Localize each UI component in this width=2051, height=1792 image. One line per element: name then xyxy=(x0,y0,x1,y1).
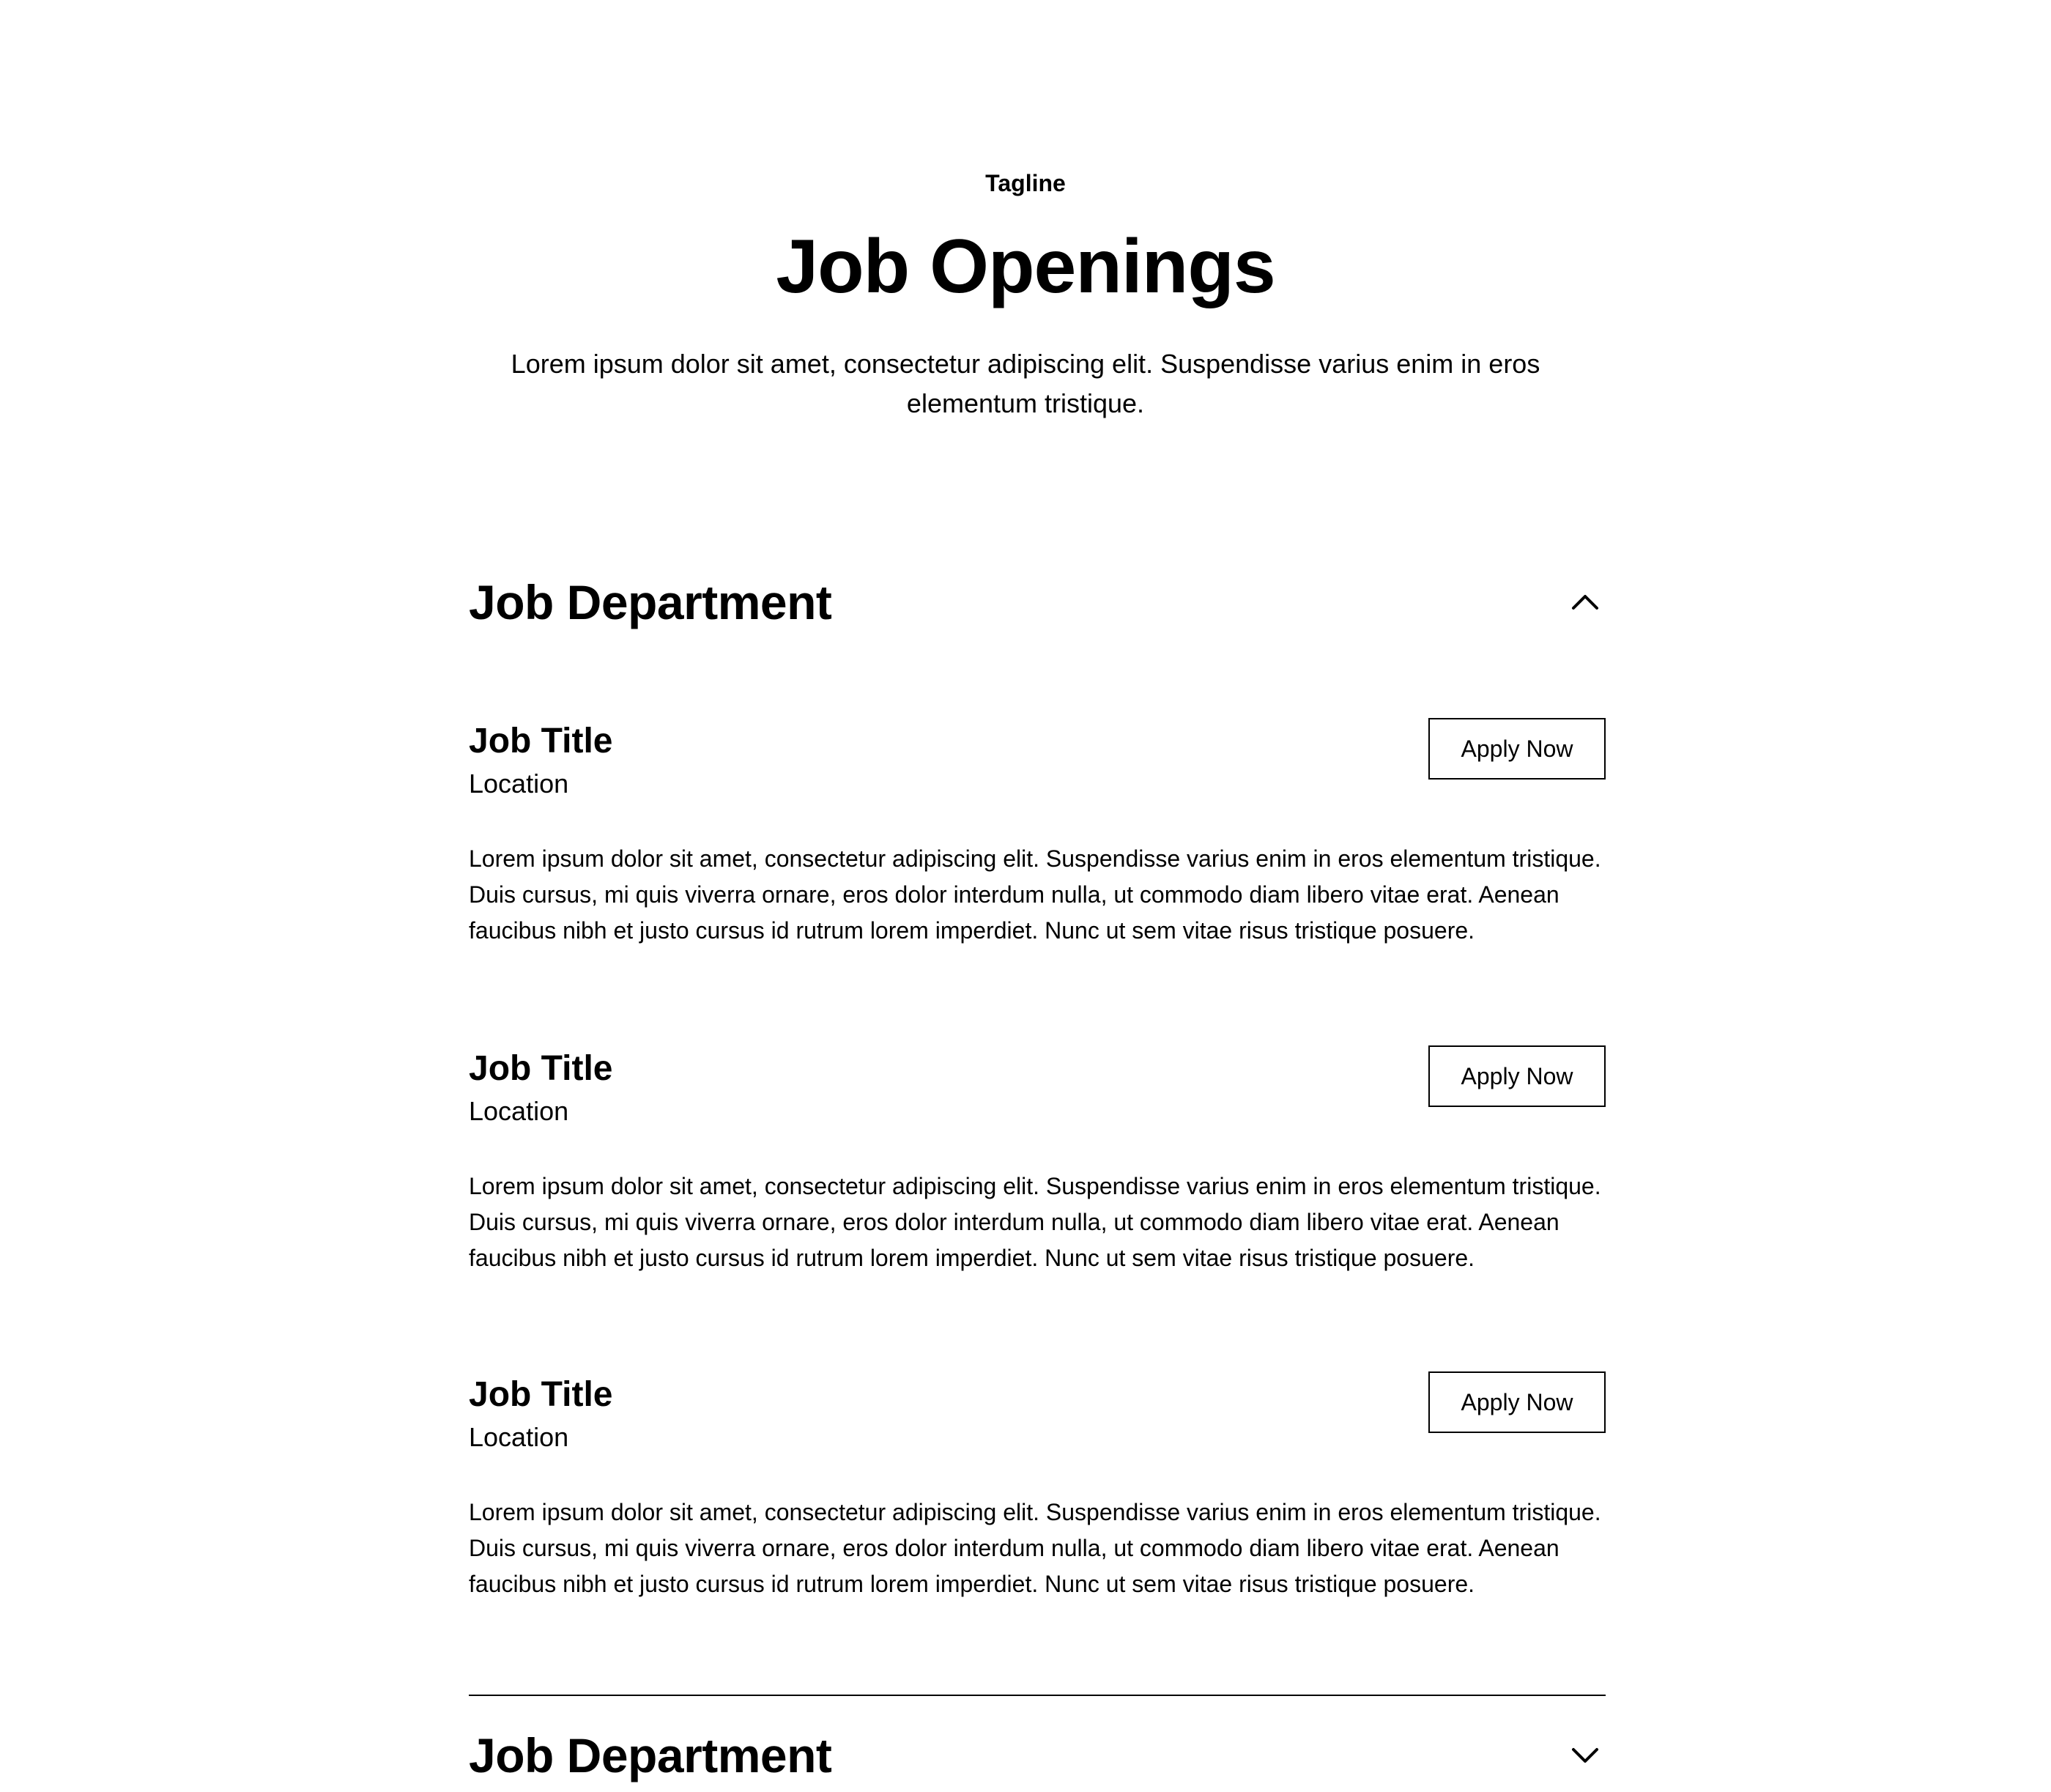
job-listing xyxy=(469,1371,1606,1606)
department-header[interactable] xyxy=(469,1719,1606,1792)
job-description: Lorem ipsum dolor sit amet, consectetur adipiscing elit. Suspendisse varius enim in eros elementum tristique. Duis cursus, mi quis viverra ornare, eros dolor interdum nulla, ut commodo diam libero vitae erat. Aenean faucibus nibh et justo cursus id rutrum lorem imperdiet. Nunc ut sem vitae risus tristique posuere. xyxy=(469,1499,1601,1597)
department-title: Job Department xyxy=(469,575,832,629)
department-section xyxy=(469,566,1606,639)
department-toggle-button[interactable] xyxy=(1565,1735,1606,1776)
chevron-down-icon xyxy=(1565,1735,1606,1776)
department-title: Job Department xyxy=(469,1728,832,1782)
page-title: Job Openings xyxy=(776,224,1275,309)
department-section xyxy=(469,1719,1606,1792)
job-title: Job Title xyxy=(469,1049,613,1088)
intro-text: Lorem ipsum dolor sit amet, consectetur adipiscing elit. Suspendisse varius enim in eros elementum tristique. xyxy=(511,349,1540,418)
job-location: Location xyxy=(469,769,569,799)
tagline: Tagline xyxy=(985,170,1066,196)
department-divider xyxy=(469,1695,1606,1696)
apply-now-button[interactable]: Apply Now xyxy=(1428,718,1606,780)
job-listing xyxy=(469,718,1606,952)
job-location: Location xyxy=(469,1422,569,1452)
job-listing xyxy=(469,1045,1606,1280)
job-title: Job Title xyxy=(469,722,613,760)
chevron-up-icon xyxy=(1565,582,1606,623)
department-header[interactable] xyxy=(469,566,1606,639)
job-location: Location xyxy=(469,1096,569,1126)
apply-now-button[interactable]: Apply Now xyxy=(1428,1371,1606,1433)
apply-now-button[interactable]: Apply Now xyxy=(1428,1045,1606,1107)
department-toggle-button[interactable] xyxy=(1565,582,1606,623)
job-description: Lorem ipsum dolor sit amet, consectetur adipiscing elit. Suspendisse varius enim in eros elementum tristique. Duis cursus, mi quis viverra ornare, eros dolor interdum nulla, ut commodo diam libero vitae erat. Aenean faucibus nibh et justo cursus id rutrum lorem imperdiet. Nunc ut sem vitae risus tristique posuere. xyxy=(469,1173,1601,1271)
job-title: Job Title xyxy=(469,1375,613,1414)
job-description: Lorem ipsum dolor sit amet, consectetur adipiscing elit. Suspendisse varius enim in eros elementum tristique. Duis cursus, mi quis viverra ornare, eros dolor interdum nulla, ut commodo diam libero vitae erat. Aenean faucibus nibh et justo cursus id rutrum lorem imperdiet. Nunc ut sem vitae risus tristique posuere. xyxy=(469,845,1601,944)
